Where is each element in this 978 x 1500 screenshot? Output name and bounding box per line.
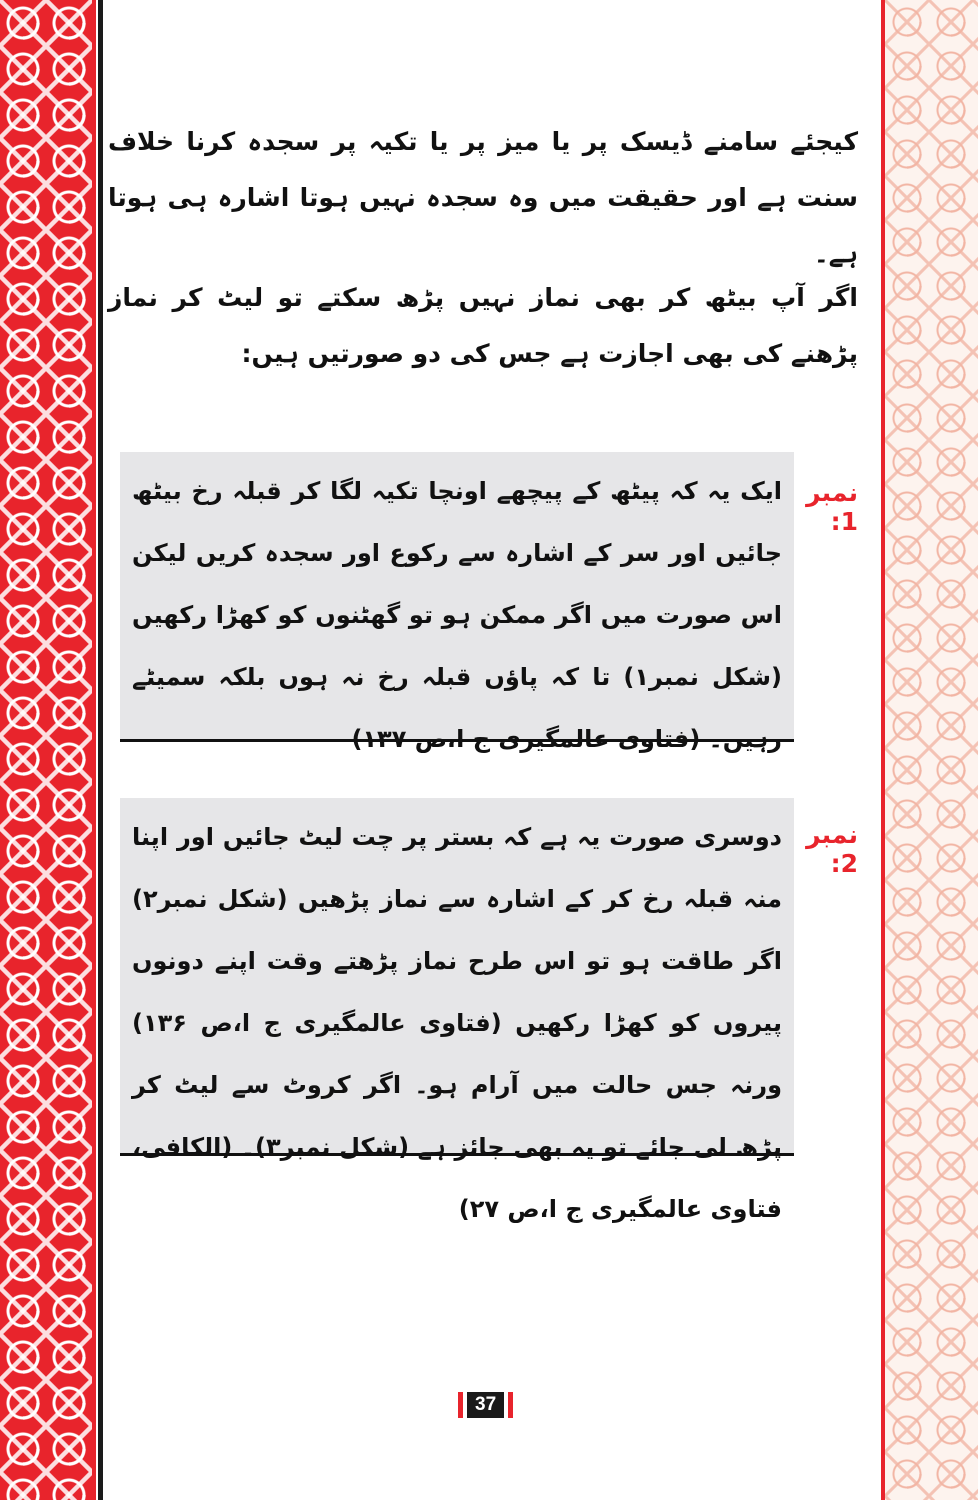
page-number-left-bar bbox=[458, 1392, 463, 1418]
right-ornamental-border bbox=[885, 0, 978, 1500]
page-content bbox=[110, 0, 870, 1500]
item-1-label: نمبر 1: bbox=[806, 478, 858, 536]
page-number-value: 37 bbox=[467, 1392, 504, 1418]
paragraph-2: اگر آپ بیٹھ کر بھی نماز نہیں پڑھ سکتے تو لیٹ کر نماز پڑھنے کی بھی اجازت ہے جس کی دو صورتیں ہیں: bbox=[108, 283, 858, 368]
item-2-label: نمبر 2: bbox=[806, 820, 858, 878]
item-1-box: ایک یہ کہ پیٹھ کے پیچھے اونچا تکیہ لگا کر قبلہ رخ بیٹھ جائیں اور سر کے اشارہ سے رکوع اور سجدہ کریں لیکن اس صورت میں اگر ممکن ہو تو گھٹنوں کو کھڑا رکھیں (شکل نمبر۱) تا کہ پاؤں قبلہ رخ نہ ہوں بلکہ سمیٹے رہیں۔ (فتاوی عالمگیری ج ا،ص ۱۳۷) bbox=[120, 452, 794, 742]
paragraph-1: کیجئے سامنے ڈیسک پر یا میز پر یا تکیہ پر سجدہ کرنا خلاف سنت ہے اور حقیقت میں وہ سجدہ نہیں ہوتا اشارہ ہی ہوتا ہے۔ bbox=[108, 127, 858, 268]
left-ornamental-border bbox=[0, 0, 92, 1500]
item-2-box: دوسری صورت یہ ہے کہ بستر پر چت لیٹ جائیں اور اپنا منہ قبلہ رخ کر کے اشارہ سے نماز پڑھیں (شکل نمبر۲) اگر طاقت ہو تو اس طرح نماز پڑھتے وقت اپنے دونوں پیروں کو کھڑا رکھیں (فتاوی عالمگیری ج ا،ص ۱۳۶) ورنہ جس حالت میں آرام ہو۔ اگر کروٹ سے لیٹ کر پڑھ لی جائے تو یہ بھی جائز ہے (شکل نمبر۳)۔ (الکافی، فتاوی عالمگیری ج ا،ص ۲۷) bbox=[120, 798, 794, 1156]
left-red-rule bbox=[92, 0, 96, 1500]
page-number bbox=[458, 1392, 513, 1418]
page-number-right-bar bbox=[508, 1392, 513, 1418]
left-black-rule bbox=[98, 0, 103, 1500]
